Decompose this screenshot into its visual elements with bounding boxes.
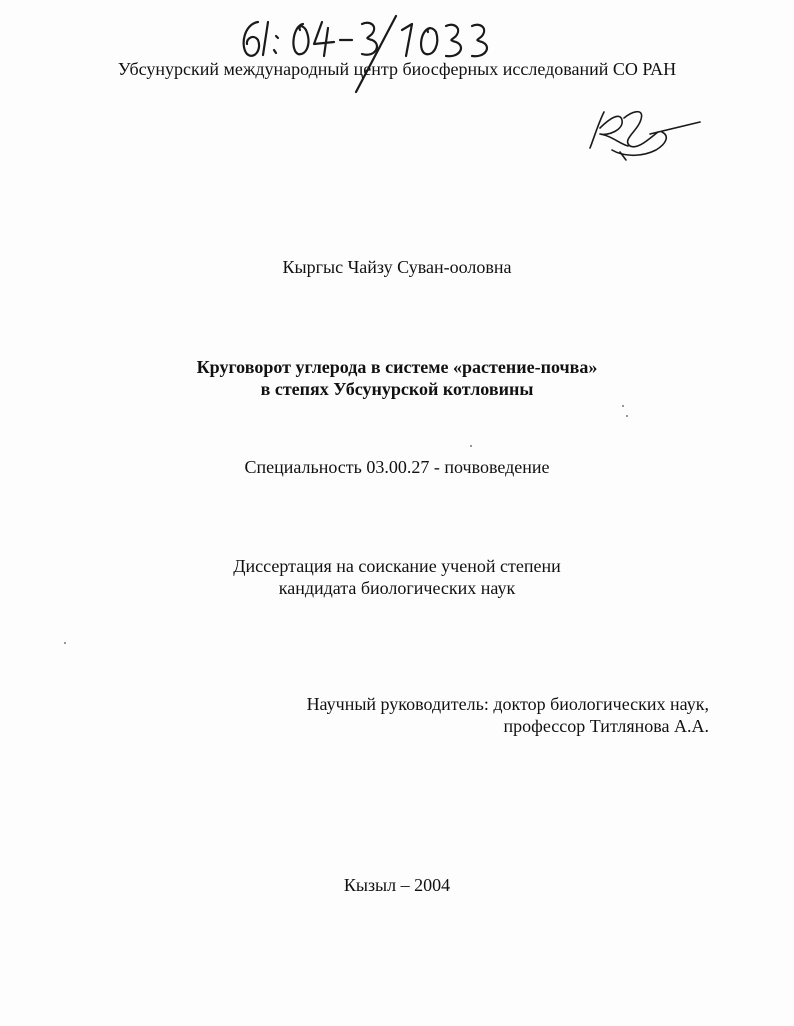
- supervisor-line-1: Научный руководитель: доктор биологических наук,: [306, 694, 709, 714]
- archive-number-handwriting: [244, 16, 487, 92]
- specialty: Специальность 03.00.27 - почвоведение: [244, 457, 550, 477]
- scan-speck: [622, 405, 624, 407]
- scan-speck: [626, 415, 628, 417]
- signature: [590, 112, 700, 160]
- scan-speck: [470, 445, 472, 447]
- place-and-year: Кызыл – 2004: [343, 875, 451, 895]
- institution-name: Убсунурский международный центр биосферных исследований СО РАН: [117, 59, 677, 79]
- handwritten-annotations: [0, 0, 794, 200]
- scan-speck: [64, 642, 66, 644]
- thesis-title-line-2: в степях Убсунурской котловины: [260, 379, 534, 399]
- supervisor-line-2: профессор Титлянова А.А.: [503, 716, 709, 736]
- degree-line-1: Диссертация на соискание ученой степени: [233, 556, 561, 576]
- thesis-title-line-1: Круговорот углерода в системе «растение-почва»: [196, 357, 598, 377]
- author-name: Кыргыс Чайзу Суван-ооловна: [282, 257, 512, 277]
- degree-line-2: кандидата биологических наук: [278, 578, 516, 598]
